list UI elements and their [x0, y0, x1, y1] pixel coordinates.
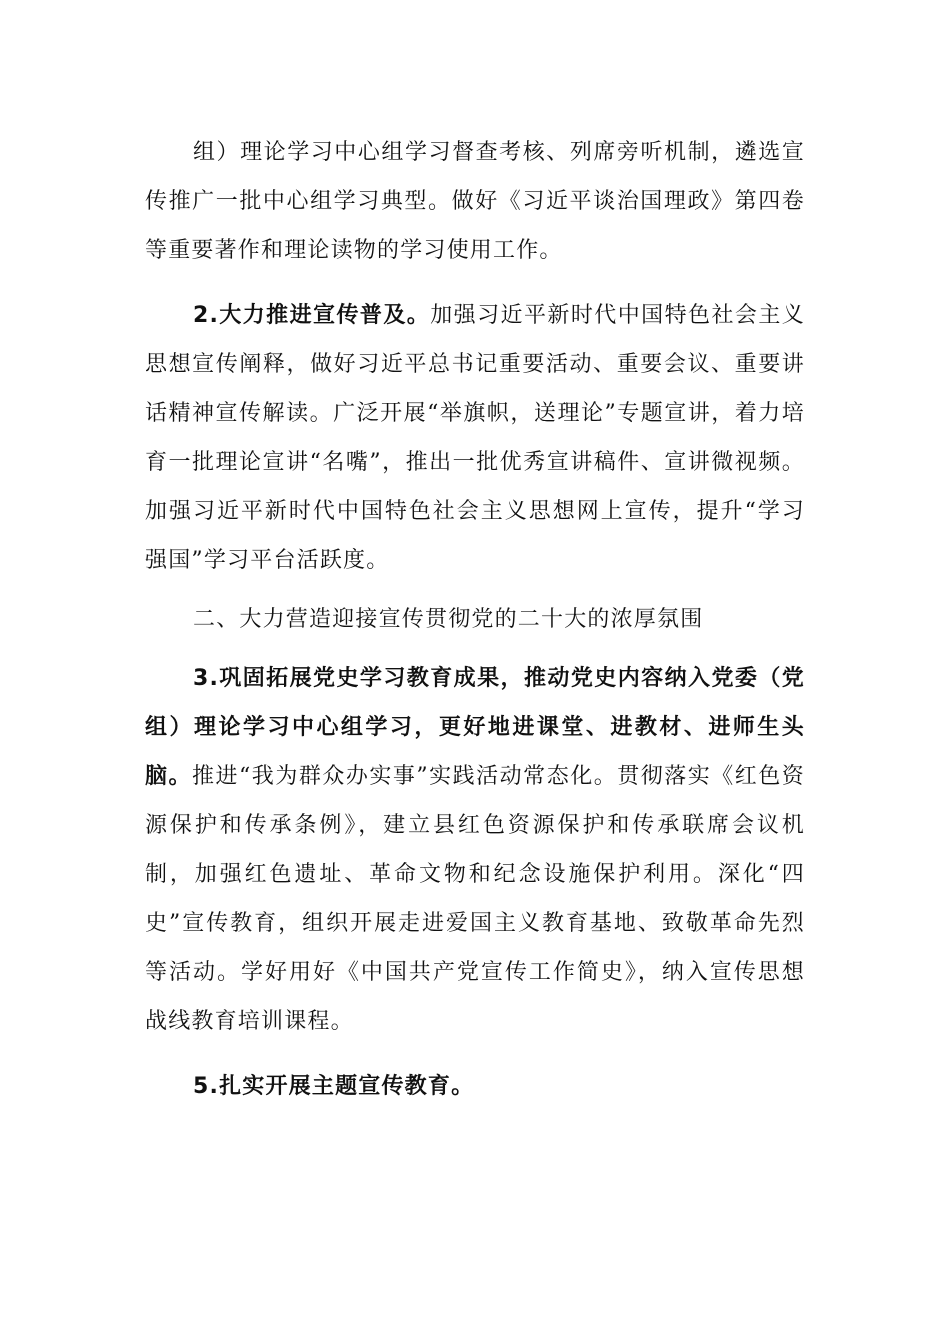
item-2-heading: 2.大力推进宣传普及。	[193, 303, 431, 328]
item-2-body: 加强习近平新时代中国特色社会主义思想宣传阐释，做好习近平总书记重要活动、重要会议、重要讲话精神宣传解读。广泛开展“举旗帜，送理论”专题宣讲，着力培育一批理论宣讲“名嘴”，推出一批优秀宣讲稿件、宣讲微视频。加强习近平新时代中国特色社会主义思想网上宣传，提升“学习强国”学习平台活跃度。	[145, 303, 805, 573]
item-3-body: 推进“我为群众办实事”实践活动常态化。贯彻落实《红色资源保护和传承条例》，建立县红色资源保护和传承联席会议机制，加强红色遗址、革命文物和纪念设施保护利用。深化“四史”宣传教育，组织开展走进爱国主义教育基地、致敬革命先烈等活动。学好用好《中国共产党宣传工作简史》，纳入宣传思想战线教育培训课程。	[145, 764, 805, 1034]
section-heading	[145, 595, 805, 644]
paragraph-item-3	[145, 654, 805, 1046]
item-3-heading: 3.巩固拓展党史学习教育成果，推动党史内容纳入党委（党组）理论学习中心组学习，更好地进课堂、进教材、进师生头脑。	[145, 666, 805, 789]
paragraph-item-5	[145, 1062, 805, 1111]
paragraph-continuation-text: 组）理论学习中心组学习督查考核、列席旁听机制，遴选宣传推广一批中心组学习典型。做好《习近平谈治国理政》第四卷等重要著作和理论读物的学习使用工作。	[145, 140, 805, 263]
section-heading-text: 二、大力营造迎接宣传贯彻党的二十大的浓厚氛围	[193, 607, 704, 632]
document-body	[145, 128, 805, 1111]
item-5-heading: 5.扎实开展主题宣传教育。	[193, 1074, 475, 1099]
paragraph-item-2	[145, 291, 805, 585]
paragraph-continuation	[145, 128, 805, 275]
